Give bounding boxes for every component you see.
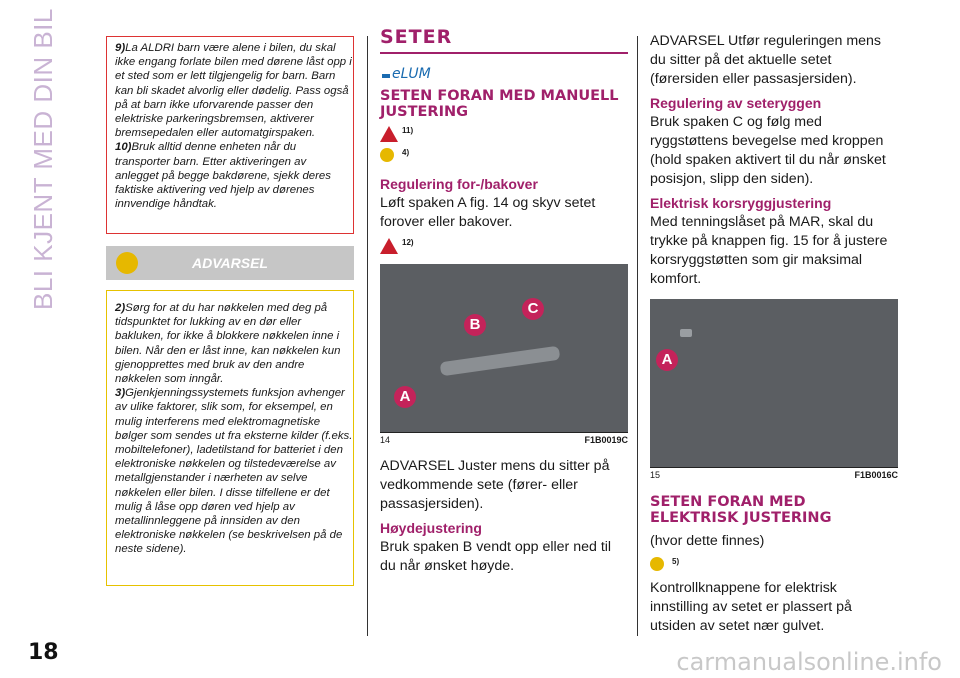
advarsel-label: ADVARSEL xyxy=(192,255,268,271)
section-heading: SETEN FORAN MED MANUELL JUSTERING xyxy=(380,88,619,120)
title-rule xyxy=(380,52,628,54)
caution-notes-box xyxy=(106,290,354,586)
advarsel-header xyxy=(106,246,354,280)
figure-label: C xyxy=(522,298,544,320)
body-text: Kontrollknappene for elektrisk innstilling av setet er plassert på utsiden av setet nær gulvet. xyxy=(650,580,852,634)
body-text: (hvor dette finnes) xyxy=(650,533,765,549)
warning-triangle-icon xyxy=(380,126,398,142)
watermark: carmanualsonline.info xyxy=(676,648,942,676)
body-text: Bruk spaken B vendt opp eller ned til du når ønsket høyde. xyxy=(380,539,612,574)
figure-caption: 14 F1B0019C xyxy=(380,432,628,445)
warning-ref: 12) xyxy=(380,238,628,260)
column-seats xyxy=(380,26,628,576)
warning-triangle-icon xyxy=(380,238,398,254)
figure-15-image xyxy=(650,299,898,467)
side-section-title: BLI KJENT MED DIN BIL xyxy=(28,8,58,310)
body-text: ADVARSEL Juster mens du sitter på vedkommende sete (fører- eller passasjersiden). xyxy=(380,458,610,512)
subheading: Regulering for-/bakover xyxy=(380,176,538,192)
body-text: Bruk spaken C og følg med ryggstøttens bevegelse med kroppen (hold spaken aktivert til du når ønsket posisjon, slipp den siden). xyxy=(650,114,886,187)
figure-label: A xyxy=(656,349,678,371)
warning-notes-box xyxy=(106,36,354,234)
svg-text:eLUM: eLUM xyxy=(392,66,431,82)
note-text: Sørg for at du har nøkkelen med deg på tidspunktet for lukking av en dør eller bakluken, for ikke å blokkere nøkkelen inne i bilen. Når den er låst inne, kan nøkkelen kun gjenopprettes med bruk av den andre nøkkelen som inngår. xyxy=(115,302,341,386)
page-number: 18 xyxy=(28,640,59,665)
subheading: Elektrisk korsryggjustering xyxy=(650,195,832,211)
caution-ref: 5) xyxy=(650,557,898,579)
section-heading: SETEN FORAN MED ELEKTRISK JUSTERING xyxy=(650,494,832,526)
note-number: 2) xyxy=(115,302,126,314)
note-text: Bruk alltid denne enheten når du transporter barn. Etter aktiveringen av anlegget på begge bakdørene, sjekk deres faktiske aktivering ved hjelp av dørenes innvendige håndtak. xyxy=(115,141,331,211)
column-divider xyxy=(367,36,368,636)
caution-car-icon xyxy=(380,148,394,162)
note-text: Gjenkjenningssystemets funksjon avhenger av ulike faktorer, slik som, for eksempel, en mulig interferens med elektromagnetiske bølger som sendes ut fra eksterne kilder (f.eks. mobiltelefoner), ladetilstand for batteriet i den elektroniske nøkkelen og tilstedeværelse av metallgjenstander i nærheten av selve nøkkelen eller bilen. I disse tilfellene er det mulig å låse opp døren ved hjelp av metallinnleggene på innsiden av den elektroniske nøkkelen (se beskrivelsen på de neste sidene). xyxy=(115,387,353,556)
subheading: Høydejustering xyxy=(380,520,482,536)
column-divider xyxy=(637,36,638,636)
note-number: 9) xyxy=(115,42,126,54)
figure-label: B xyxy=(464,314,486,336)
figure-14-image xyxy=(380,264,628,432)
note-number: 3) xyxy=(115,387,126,400)
section-title: SETER xyxy=(380,26,453,48)
note-number: 10) xyxy=(115,141,132,154)
body-text: ADVARSEL Utfør reguleringen mens du sitter på det aktuelle setet (førersiden eller passasjersiden). xyxy=(650,33,882,87)
elum-logo xyxy=(380,60,628,84)
caution-ref: 4) xyxy=(380,148,628,170)
warning-ref: 11) xyxy=(380,126,628,148)
column-seats-continued xyxy=(650,26,898,636)
caution-car-icon xyxy=(650,557,664,571)
figure-label: A xyxy=(394,386,416,408)
subheading: Regulering av seteryggen xyxy=(650,95,822,111)
body-text: Med tenningslåset på MAR, skal du trykke på knappen fig. 15 for å justere korsryggstøtten som gir maksimal komfort. xyxy=(650,214,888,287)
figure-caption: 15 F1B0016C xyxy=(650,467,898,480)
body-text: Løft spaken A fig. 14 og skyv setet forover eller bakover. xyxy=(380,195,596,230)
note-text: La ALDRI barn være alene i bilen, du skal ikke engang forlate bilen med dørene låst opp i et sted som er lett tilgjengelig for barn. Barn kan bli skadet alvorlig eller dødelig. Pass også på at barn ikke uforvarende passer den elektriske parkeringsbremsen, aktiverer bremsepedalen eller automatgirspaken. xyxy=(115,42,352,140)
